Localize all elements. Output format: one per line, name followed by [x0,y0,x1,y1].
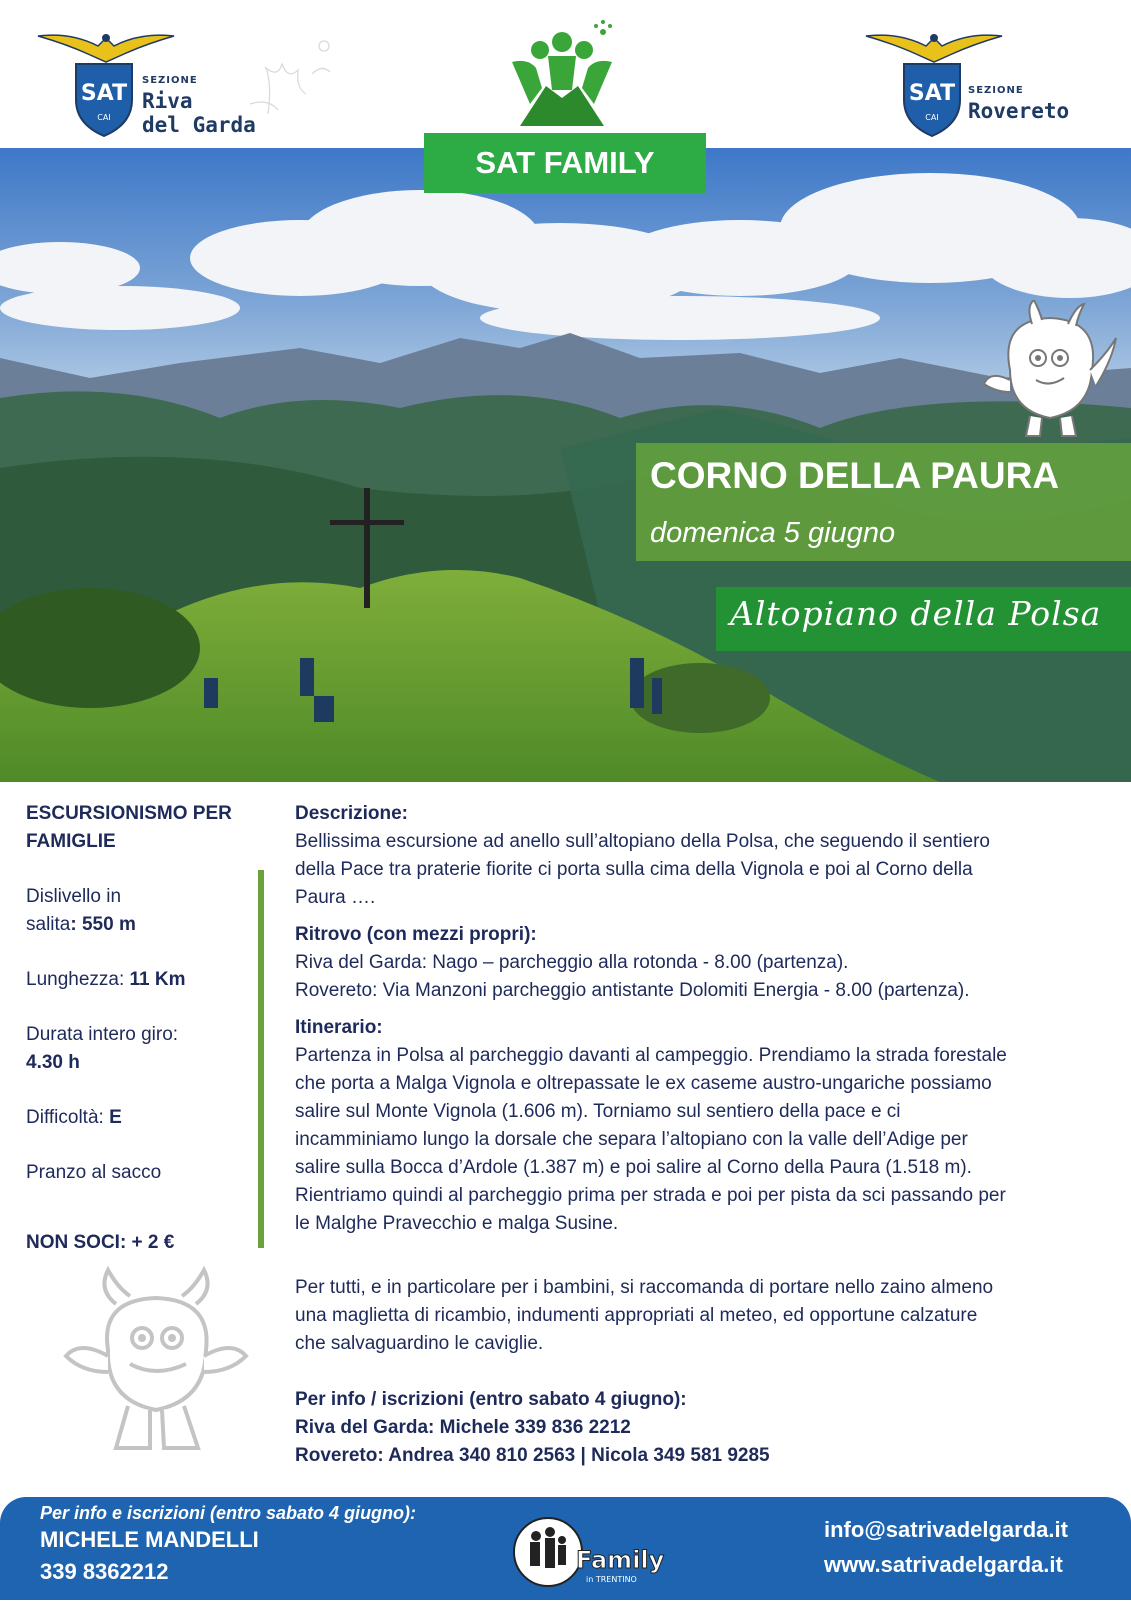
section-name-line1: Riva [142,89,193,113]
family-logo-sub: in TRENTINO [586,1575,637,1584]
sat-shield-icon [900,60,964,138]
difficulty-label: Difficoltà: [26,1107,110,1128]
sat-shield-icon [72,60,136,138]
category-line2: FAMIGLIE [26,831,116,852]
difficulty-value: E [109,1107,122,1128]
monster-mascot-icon [980,300,1120,440]
section-label: SEZIONE [968,85,1024,96]
monster-mascot-icon [56,1260,256,1460]
footer-email[interactable]: info@satrivadelgarda.it [824,1517,1068,1542]
category-line1: ESCURSIONISMO PER [26,803,232,824]
itinerary-line: salire sul Monte Vignola (1.606 m). Torniamo sul sentiero della pace e ci [295,1101,901,1122]
duration-label: Durata intero giro: [26,1024,179,1045]
family-trentino-icon [512,1508,666,1596]
section-name-line2: del Garda [142,113,256,137]
family-people-logo-icon [502,18,622,130]
event-title: CORNO DELLA PAURA [650,455,1060,496]
meeting-line: Rovereto: Via Manzoni parcheggio antistante Dolomiti Energia - 8.00 (partenza). [295,980,970,1001]
meeting-line: Riva del Garda: Nago – parcheggio alla rotonda - 8.00 (partenza). [295,952,849,973]
svg-text:SAT: SAT [80,81,128,106]
event-date: domenica 5 giugno [650,517,896,549]
itinerary-line: salire sulla Bocca d’Ardole (1.387 m) e poi salire al Corno della Paura (1.518 m). [295,1157,972,1178]
itinerary-line: incamminiamo lungo la dorsale che separa l’altopiano con la valle dell’Adige per [295,1129,968,1150]
svg-text:CAI: CAI [97,113,111,122]
meeting-heading: Ritrovo (con mezzi propri): [295,924,537,945]
recommendation-line: una maglietta di ricambio, indumenti appropriati al meteo, ed opportune calzature [295,1305,978,1326]
section-label: SEZIONE [142,75,198,86]
info-contact-riva: Riva del Garda: Michele 339 836 2212 [295,1417,631,1438]
description-line: Paura …. [295,887,376,908]
recommendation-line: che salvaguardino le caviglie. [295,1333,544,1354]
itinerary-line: che porta a Malga Vignola e oltrepassate le ex caseme austro-ungariche possiamo [295,1073,992,1094]
description-line: della Pace tra praterie fiorite ci porta sulla cima della Vignola e poi al Corno della [295,859,973,880]
elevation-value: : 550 m [70,914,136,935]
footer-contact-name: MICHELE MANDELLI [40,1527,259,1552]
itinerary-line: Rientriamo quindi al parcheggio prima per strada e poi per pista da sci passando per [295,1185,1006,1206]
family-logo-text: Family [576,1546,665,1574]
sat-riva-logo [36,28,256,140]
elevation-label: Dislivello in [26,886,122,907]
itinerary-line: Partenza in Polsa al parcheggio davanti al campeggio. Prendiamo la strada forestale [295,1045,1007,1066]
length-value: 11 Km [129,969,186,990]
description-line: Bellissima escursione ad anello sull’altopiano della Polsa, che seguendo il sentiero [295,831,990,852]
trip-summary [26,800,256,1257]
footer-website[interactable]: www.satrivadelgarda.it [824,1552,1063,1577]
column-divider [258,870,264,1248]
itinerary-heading: Itinerario: [295,1017,383,1038]
sat-rovereto-logo [864,28,1084,140]
itinerary-line: le Malghe Pravecchio e malga Susine. [295,1213,619,1234]
info-heading: Per info / iscrizioni (entro sabato 4 giugno): [295,1389,687,1410]
info-contact-rovereto: Rovereto: Andrea 340 810 2563 | Nicola 349 581 9285 [295,1445,770,1466]
footer-info-label: Per info e iscrizioni (entro sabato 4 giugno): [40,1503,417,1523]
difficulty-info [26,1104,256,1132]
sat-family-badge: SAT FAMILY [424,133,706,193]
section-name: Rovereto [968,99,1070,123]
duration-info [26,1021,256,1077]
event-location: Altopiano della Polsa [730,594,1102,633]
sketch-flower-icon [238,34,338,124]
svg-text:SAT: SAT [908,81,956,106]
lunch-info: Pranzo al sacco [26,1162,162,1183]
svg-text:CAI: CAI [925,113,939,122]
trip-details [295,800,1095,1470]
footer-contact-phone: 339 8362212 [40,1559,169,1584]
elevation-info [26,883,256,939]
duration-value: 4.30 h [26,1052,80,1073]
description-heading: Descrizione: [295,803,408,824]
family-in-trentino-logo [512,1508,666,1596]
length-info [26,966,256,994]
non-members-fee: NON SOCI: + 2 € [26,1232,175,1253]
length-label: Lunghezza: [26,969,130,990]
elevation-label-2: salita [26,914,71,935]
recommendation-line: Per tutti, e in particolare per i bambini, si raccomanda di portare nello zaino almeno [295,1277,994,1298]
elevation-line [26,911,256,939]
